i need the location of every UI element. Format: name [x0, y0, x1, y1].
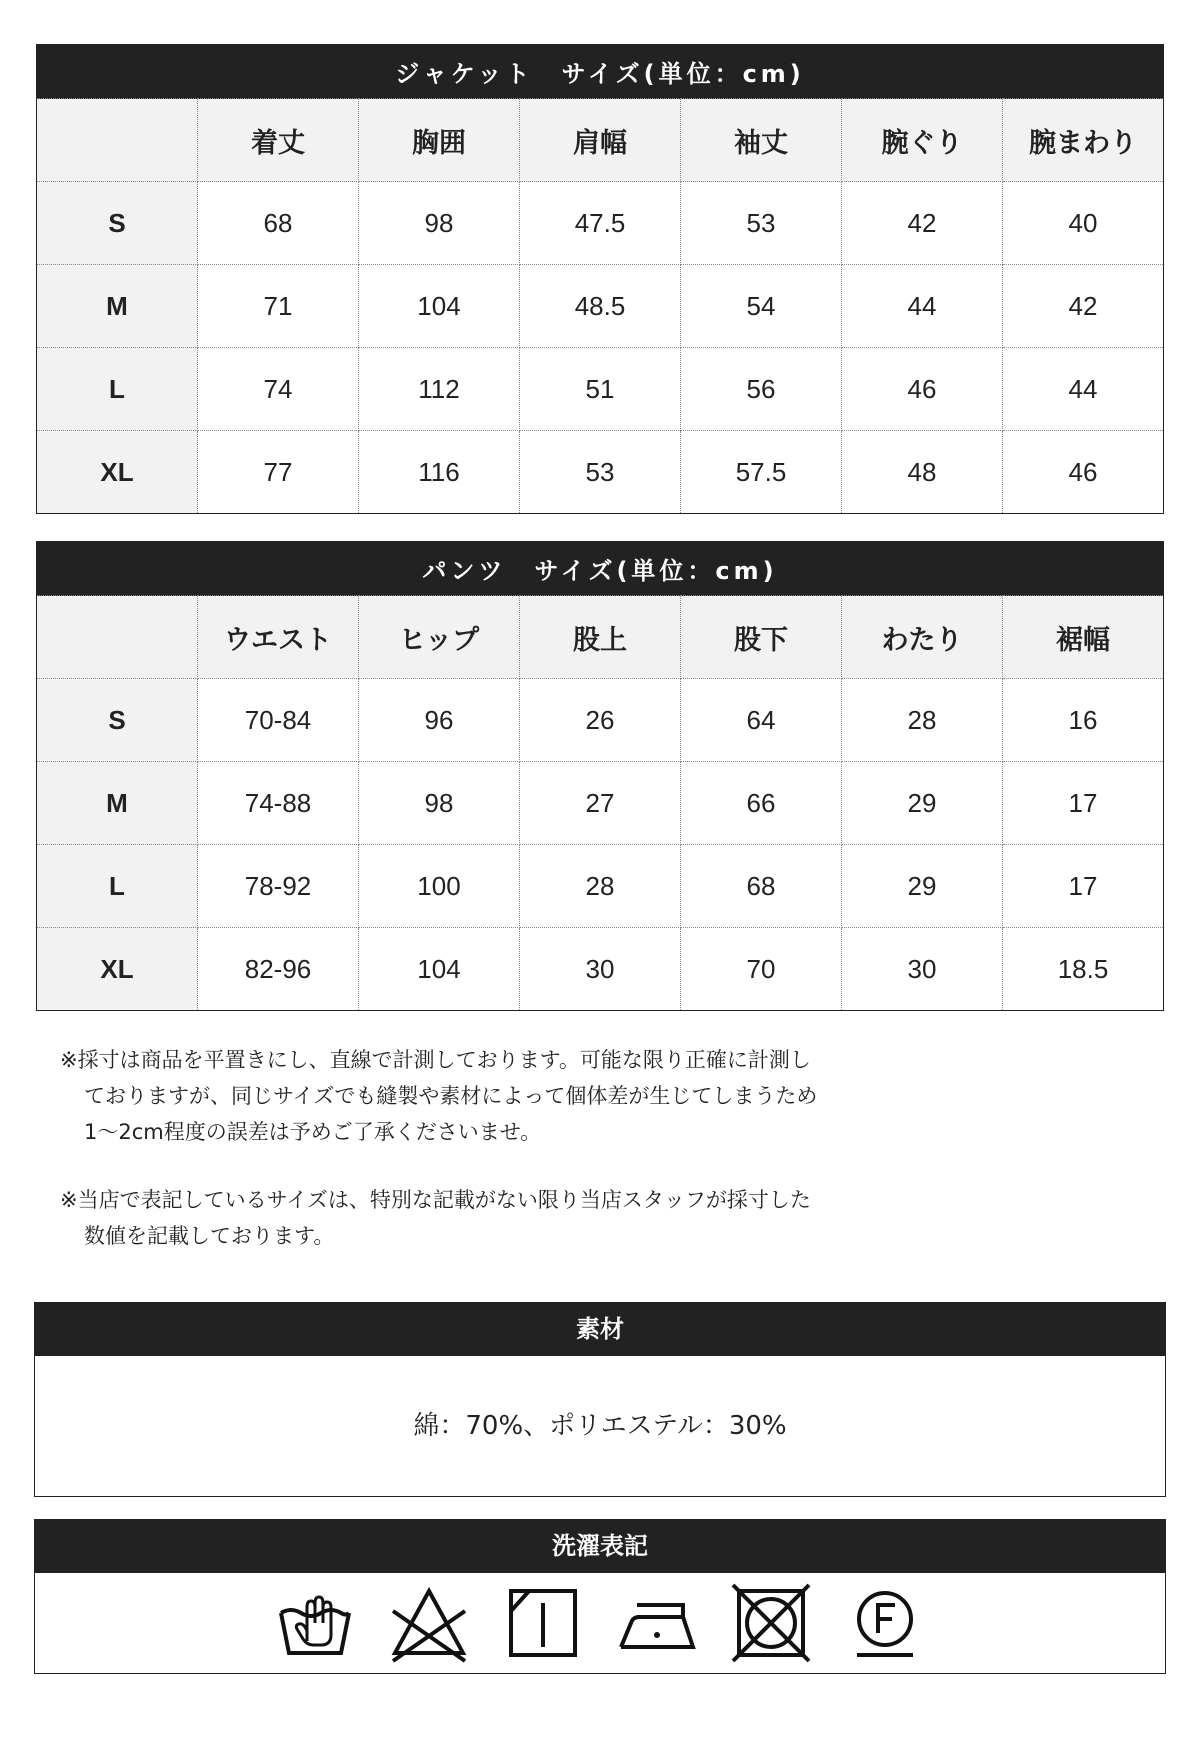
table-cell: 26	[520, 679, 681, 762]
size-label: L	[37, 845, 198, 928]
column-header: 腕ぐり	[842, 99, 1003, 182]
table-cell: 30	[520, 928, 681, 1011]
table-cell: 53	[681, 182, 842, 265]
table-cell: 53	[520, 431, 681, 514]
column-header: 袖丈	[681, 99, 842, 182]
column-header: ヒップ	[359, 596, 520, 679]
table-cell: 29	[842, 762, 1003, 845]
column-header: 肩幅	[520, 99, 681, 182]
table-row	[37, 762, 1164, 845]
table-cell: 28	[520, 845, 681, 928]
corner-cell	[37, 99, 198, 182]
column-header: わたり	[842, 596, 1003, 679]
table-cell: 30	[842, 928, 1003, 1011]
table-cell: 74	[198, 348, 359, 431]
table-cell: 98	[359, 182, 520, 265]
no-tumble-dry-icon	[731, 1583, 811, 1663]
line-dry-shade-icon	[503, 1583, 583, 1663]
measurement-notes	[60, 1042, 1160, 1286]
table-cell: 82-96	[198, 928, 359, 1011]
table-cell: 104	[359, 928, 520, 1011]
table-cell: 57.5	[681, 431, 842, 514]
dry-clean-f-icon	[845, 1583, 925, 1663]
table-cell: 16	[1003, 679, 1164, 762]
table-cell: 112	[359, 348, 520, 431]
table-row	[37, 265, 1164, 348]
size-label: S	[37, 182, 198, 265]
pants-size-table	[36, 541, 1164, 1011]
table-row	[37, 845, 1164, 928]
table-row	[37, 679, 1164, 762]
table-cell: 64	[681, 679, 842, 762]
table-row	[37, 431, 1164, 514]
table-cell: 96	[359, 679, 520, 762]
table-cell: 70-84	[198, 679, 359, 762]
table-cell: 98	[359, 762, 520, 845]
table-row	[37, 182, 1164, 265]
jacket-table-title: ジャケット サイズ(単位：cm)	[37, 45, 1164, 99]
hand-wash-icon	[275, 1583, 355, 1663]
pants-table-title: パンツ サイズ(単位：cm)	[37, 542, 1164, 596]
table-cell: 68	[198, 182, 359, 265]
size-label: XL	[37, 431, 198, 514]
table-cell: 29	[842, 845, 1003, 928]
table-cell: 56	[681, 348, 842, 431]
material-section	[34, 1302, 1166, 1497]
table-cell: 78-92	[198, 845, 359, 928]
table-cell: 68	[681, 845, 842, 928]
material-title: 素材	[35, 1303, 1165, 1356]
table-cell: 74-88	[198, 762, 359, 845]
size-label: XL	[37, 928, 198, 1011]
table-cell: 71	[198, 265, 359, 348]
table-cell: 66	[681, 762, 842, 845]
column-header: 股下	[681, 596, 842, 679]
table-cell: 51	[520, 348, 681, 431]
table-cell: 48.5	[520, 265, 681, 348]
no-bleach-icon	[389, 1583, 469, 1663]
size-label: M	[37, 265, 198, 348]
table-row	[37, 348, 1164, 431]
column-header: 股上	[520, 596, 681, 679]
note-size-source: ※当店で表記しているサイズは、特別な記載がない限り当店スタッフが採寸した 数値を記載しております。	[60, 1188, 811, 1248]
table-cell: 48	[842, 431, 1003, 514]
table-cell: 44	[842, 265, 1003, 348]
size-label: M	[37, 762, 198, 845]
laundry-title: 洗濯表記	[35, 1520, 1165, 1573]
table-cell: 17	[1003, 762, 1164, 845]
laundry-icons	[35, 1573, 1165, 1673]
column-header: 裾幅	[1003, 596, 1164, 679]
table-cell: 42	[1003, 265, 1164, 348]
jacket-size-table	[36, 44, 1164, 514]
column-header: ウエスト	[198, 596, 359, 679]
table-cell: 28	[842, 679, 1003, 762]
jacket-header-row	[37, 99, 1164, 182]
table-row	[37, 928, 1164, 1011]
table-cell: 46	[842, 348, 1003, 431]
table-cell: 46	[1003, 431, 1164, 514]
size-label: S	[37, 679, 198, 762]
table-cell: 77	[198, 431, 359, 514]
table-cell: 100	[359, 845, 520, 928]
note-measurement: ※採寸は商品を平置きにし、直線で計測しております。可能な限り正確に計測し ておりますが、同じサイズでも縫製や素材によって個体差が生じてしまうため 1〜2cm程度の誤差は予めご了承くださいませ。	[60, 1048, 818, 1144]
table-cell: 70	[681, 928, 842, 1011]
table-cell: 54	[681, 265, 842, 348]
column-header: 着丈	[198, 99, 359, 182]
iron-low-icon	[617, 1583, 697, 1663]
laundry-section	[34, 1519, 1166, 1674]
table-cell: 44	[1003, 348, 1164, 431]
table-cell: 27	[520, 762, 681, 845]
table-cell: 42	[842, 182, 1003, 265]
material-text: 綿：70%、ポリエステル：30%	[413, 1411, 787, 1441]
column-header: 胸囲	[359, 99, 520, 182]
table-cell: 116	[359, 431, 520, 514]
table-cell: 40	[1003, 182, 1164, 265]
column-header: 腕まわり	[1003, 99, 1164, 182]
corner-cell	[37, 596, 198, 679]
size-label: L	[37, 348, 198, 431]
pants-header-row	[37, 596, 1164, 679]
table-cell: 47.5	[520, 182, 681, 265]
table-cell: 104	[359, 265, 520, 348]
table-cell: 17	[1003, 845, 1164, 928]
table-cell: 18.5	[1003, 928, 1164, 1011]
